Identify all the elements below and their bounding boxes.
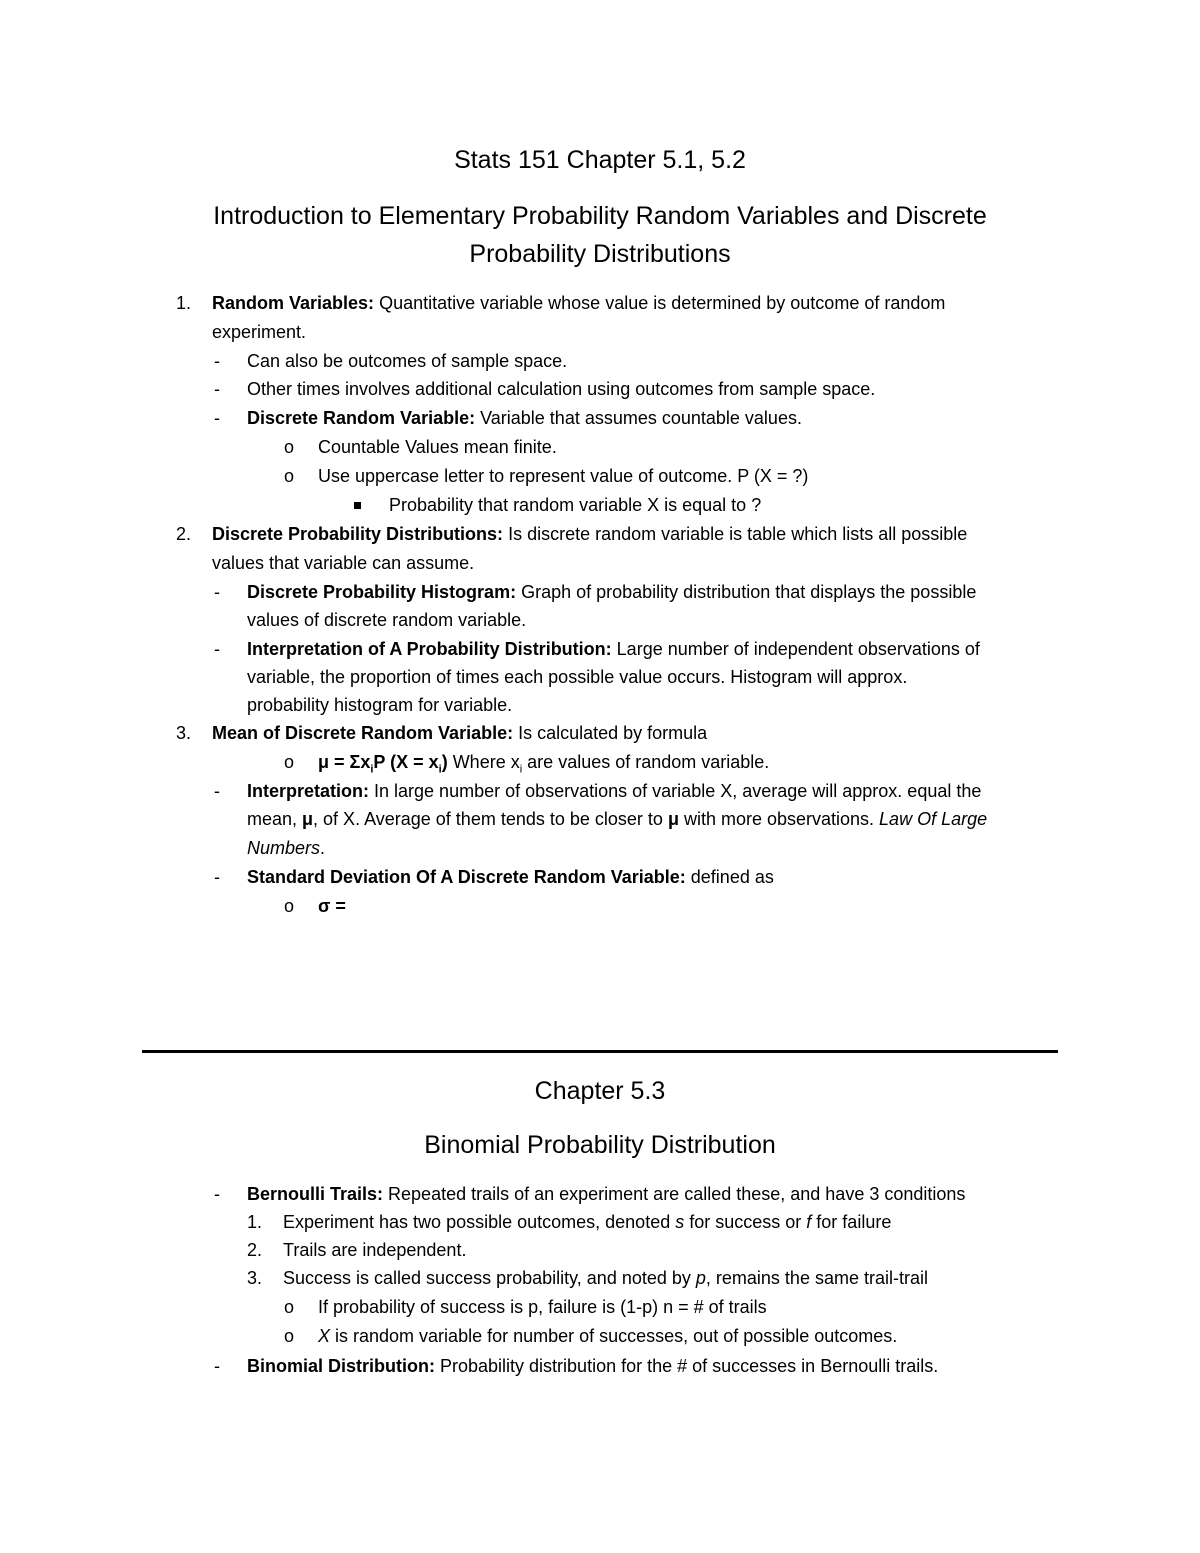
bullet-interpretation-distribution [247,638,980,660]
term-interpretation: Interpretation: [247,781,370,801]
term-interpretation-distribution: Interpretation of A Probability Distribution: [247,639,612,659]
text-fragment: Experiment has two possible outcomes, denoted [283,1212,676,1232]
formula-probability: P (X = x [373,752,439,772]
definition-text: In large number of observations of variable X, average will approx. equal the [369,781,982,801]
formula-rest: are values of random variable. [522,752,770,772]
text-fragment: mean, [247,809,303,829]
dash-bullet: - [214,582,220,602]
bullet-continuation: values of discrete random variable. [247,610,527,630]
bullet-continuation [247,837,325,859]
formula-mu-sum: μ = Σx [318,752,371,772]
condition-1 [283,1211,891,1233]
definition-text: Graph of probability distribution that displays the possible [516,582,977,602]
text-fragment: is random variable for number of successes, out of possible outcomes. [330,1326,898,1346]
text-fragment: , remains the same trail-trail [705,1268,928,1288]
bullet-continuation [247,808,987,830]
circle-bullet: o [284,437,295,457]
horizontal-divider [142,1050,1058,1053]
law-of-large-numbers-end: Numbers [247,838,321,858]
bullet-bernoulli-trails [247,1183,965,1205]
text-fragment: with more observations. [678,809,880,829]
term-discrete-random-variable: Discrete Random Variable: [247,408,476,428]
circle-bullet: o [284,896,295,916]
subtitle-line-2: Probability Distributions [469,240,731,268]
symbol-f: f [806,1212,812,1232]
bullet-standard-deviation [247,866,774,888]
term-probability-histogram: Discrete Probability Histogram: [247,582,517,602]
list-item-continuation: values that variable can assume. [212,553,475,573]
sub-bullet-text: Use uppercase letter to represent value of outcome. P (X = ?) [318,466,809,486]
term-mean: Mean of Discrete Random Variable: [212,723,514,743]
term-binomial-distribution: Binomial Distribution: [247,1356,435,1376]
list-item-mean [212,722,707,744]
circle-bullet: o [284,1297,295,1317]
bullet-probability-histogram [247,581,976,603]
condition-3 [283,1267,928,1289]
page-title: Stats 151 Chapter 5.1, 5.2 [454,146,746,174]
mu-symbol: μ [302,809,314,829]
dash-bullet: - [214,1184,220,1204]
bullet-text: Can also be outcomes of sample space. [247,351,568,371]
dash-bullet: - [214,867,220,887]
list-item-continuation: experiment. [212,322,307,342]
subscript-i: i [438,763,442,776]
definition-text: Large number of independent observations of [611,639,980,659]
term-standard-deviation: Standard Deviation Of A Discrete Random Variable: [247,867,686,887]
circle-bullet: o [284,466,295,486]
law-of-large-numbers: Law Of Large [879,809,988,829]
list-item-discrete-probability-distributions [212,523,967,545]
bullet-continuation: probability histogram for variable. [247,695,513,715]
subtitle-line-1: Introduction to Elementary Probability Random Variables and Discrete [213,202,987,230]
chapter-subtitle: Binomial Probability Distribution [424,1131,776,1159]
bullet-interpretation-mean [247,780,981,802]
list-number-1: 1. [176,293,192,313]
list-item-random-variables [212,292,945,314]
dash-bullet: - [214,1356,220,1376]
symbol-x: X [318,1326,331,1346]
definition-text: Probability distribution for the # of successes in Bernoulli trails. [435,1356,939,1376]
sub-bullet-text [318,1325,897,1347]
sigma-label: σ = [318,896,346,916]
bullet-text: Other times involves additional calculation using outcomes from sample space. [247,379,876,399]
text-fragment: , of X. Average of them tends to be closer to [313,809,668,829]
symbol-s: s [675,1212,685,1232]
list-number-3: 3. [247,1268,263,1288]
subscript-i: i [370,763,374,776]
mean-formula [318,751,769,781]
circle-bullet: o [284,1326,295,1346]
text-fragment: for failure [811,1212,892,1232]
formula-close: ) [441,752,448,772]
square-bullet-text: Probability that random variable X is equal to ? [389,495,762,515]
definition-text: Is discrete random variable is table which lists all possible [503,524,968,544]
symbol-p: p [695,1268,706,1288]
sigma-formula [318,895,346,917]
sub-bullet-text: If probability of success is p, failure is (1-p) n = # of trails [318,1297,767,1317]
list-number-2: 2. [247,1240,263,1260]
dash-bullet: - [214,379,220,399]
text-fragment: for success or [684,1212,807,1232]
sub-bullet-text: Countable Values mean finite. [318,437,557,457]
square-bullet-icon [354,494,361,516]
condition-2: Trails are independent. [283,1240,467,1260]
period: . [320,838,326,858]
formula-where: Where x [447,752,520,772]
mu-symbol: μ [667,809,679,829]
term-discrete-probability-distributions: Discrete Probability Distributions: [212,524,504,544]
list-number-3: 3. [176,723,192,743]
bullet-binomial-distribution [247,1355,938,1377]
circle-bullet: o [284,752,295,772]
list-number-2: 2. [176,524,192,544]
text-fragment: Success is called success probability, and noted by [283,1268,696,1288]
dash-bullet: - [214,639,220,659]
dash-bullet: - [214,351,220,371]
definition-text: Repeated trails of an experiment are called these, and have 3 conditions [383,1184,966,1204]
subscript-i: i [519,763,523,776]
bullet-continuation: variable, the proportion of times each possible value occurs. Histogram will approx. [247,667,908,687]
definition-text: defined as [685,867,774,887]
dash-bullet: - [214,408,220,428]
bullet-discrete-random-variable [247,407,802,429]
chapter-title: Chapter 5.3 [534,1077,666,1105]
dash-bullet: - [214,781,220,801]
list-number-1: 1. [247,1212,263,1232]
definition-text: Is calculated by formula [513,723,708,743]
term-bernoulli-trails: Bernoulli Trails: [247,1184,384,1204]
definition-text: Quantitative variable whose value is determined by outcome of random [374,293,946,313]
definition-text: Variable that assumes countable values. [475,408,802,428]
term-random-variables: Random Variables: [212,293,375,313]
